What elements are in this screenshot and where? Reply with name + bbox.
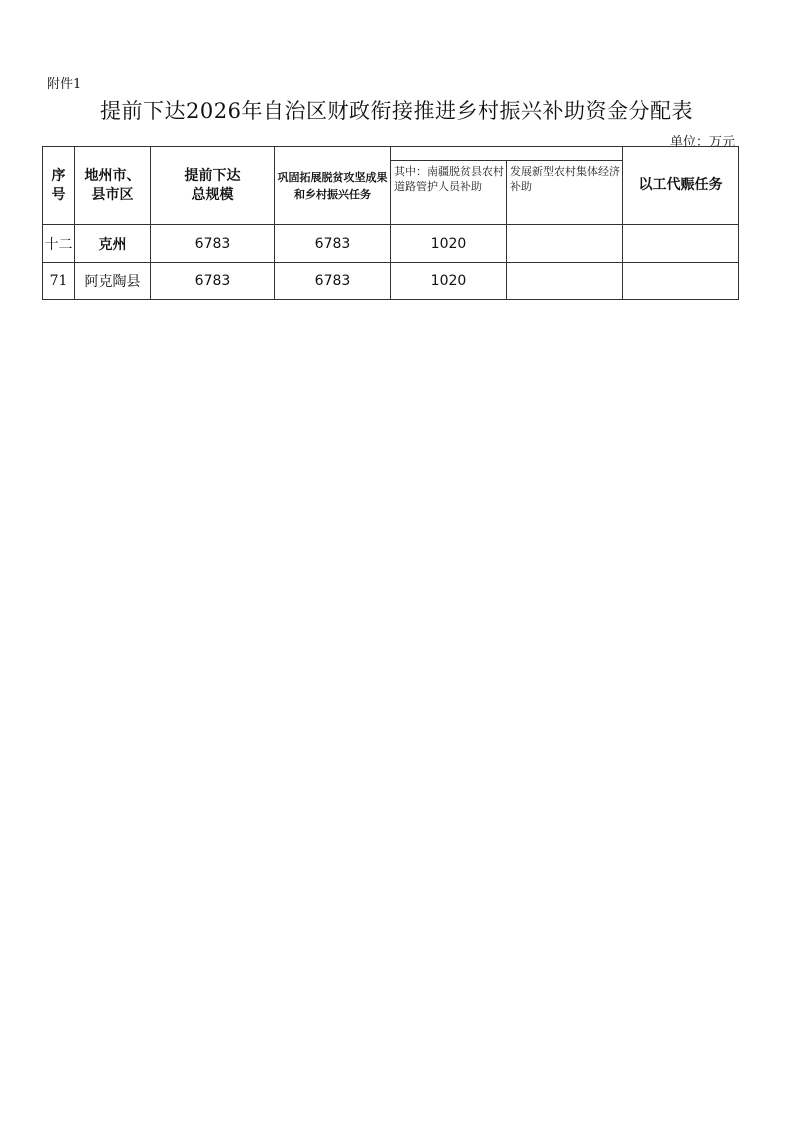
header-work-relief: 以工代赈任务 bbox=[623, 147, 739, 225]
document-title: 提前下达2026年自治区财政衔接推进乡村振兴补助资金分配表 bbox=[100, 99, 693, 123]
header-seq: 序号 bbox=[43, 147, 75, 225]
row-consolidate: 6783 bbox=[275, 225, 391, 263]
allocation-table bbox=[42, 146, 739, 300]
unit-label: 单位：万元 bbox=[669, 135, 735, 150]
row-total: 6783 bbox=[151, 263, 275, 300]
row-region: 阿克陶县 bbox=[75, 263, 151, 300]
row-consolidate: 6783 bbox=[275, 263, 391, 300]
table-row bbox=[43, 225, 739, 263]
header-region: 地州市、县市区 bbox=[75, 147, 151, 225]
row-total: 6783 bbox=[151, 225, 275, 263]
header-group-spacer bbox=[391, 147, 623, 161]
table-row bbox=[43, 263, 739, 300]
attachment-label: 附件1 bbox=[47, 77, 82, 92]
header-total: 提前下达总规模 bbox=[151, 147, 275, 225]
row-road-subsidy: 1020 bbox=[391, 263, 507, 300]
row-road-subsidy: 1020 bbox=[391, 225, 507, 263]
row-work-relief bbox=[623, 263, 739, 300]
row-collective-economy bbox=[507, 225, 623, 263]
row-seq: 十二 bbox=[43, 225, 75, 263]
header-consolidate: 巩固拓展脱贫攻坚成果和乡村振兴任务 bbox=[275, 147, 391, 225]
row-region: 克州 bbox=[75, 225, 151, 263]
row-work-relief bbox=[623, 225, 739, 263]
row-seq: 71 bbox=[43, 263, 75, 300]
header-collective-economy: 发展新型农村集体经济补助 bbox=[507, 161, 623, 225]
row-collective-economy bbox=[507, 263, 623, 300]
header-road-subsidy: 其中：南疆脱贫县农村道路管护人员补助 bbox=[391, 161, 507, 225]
